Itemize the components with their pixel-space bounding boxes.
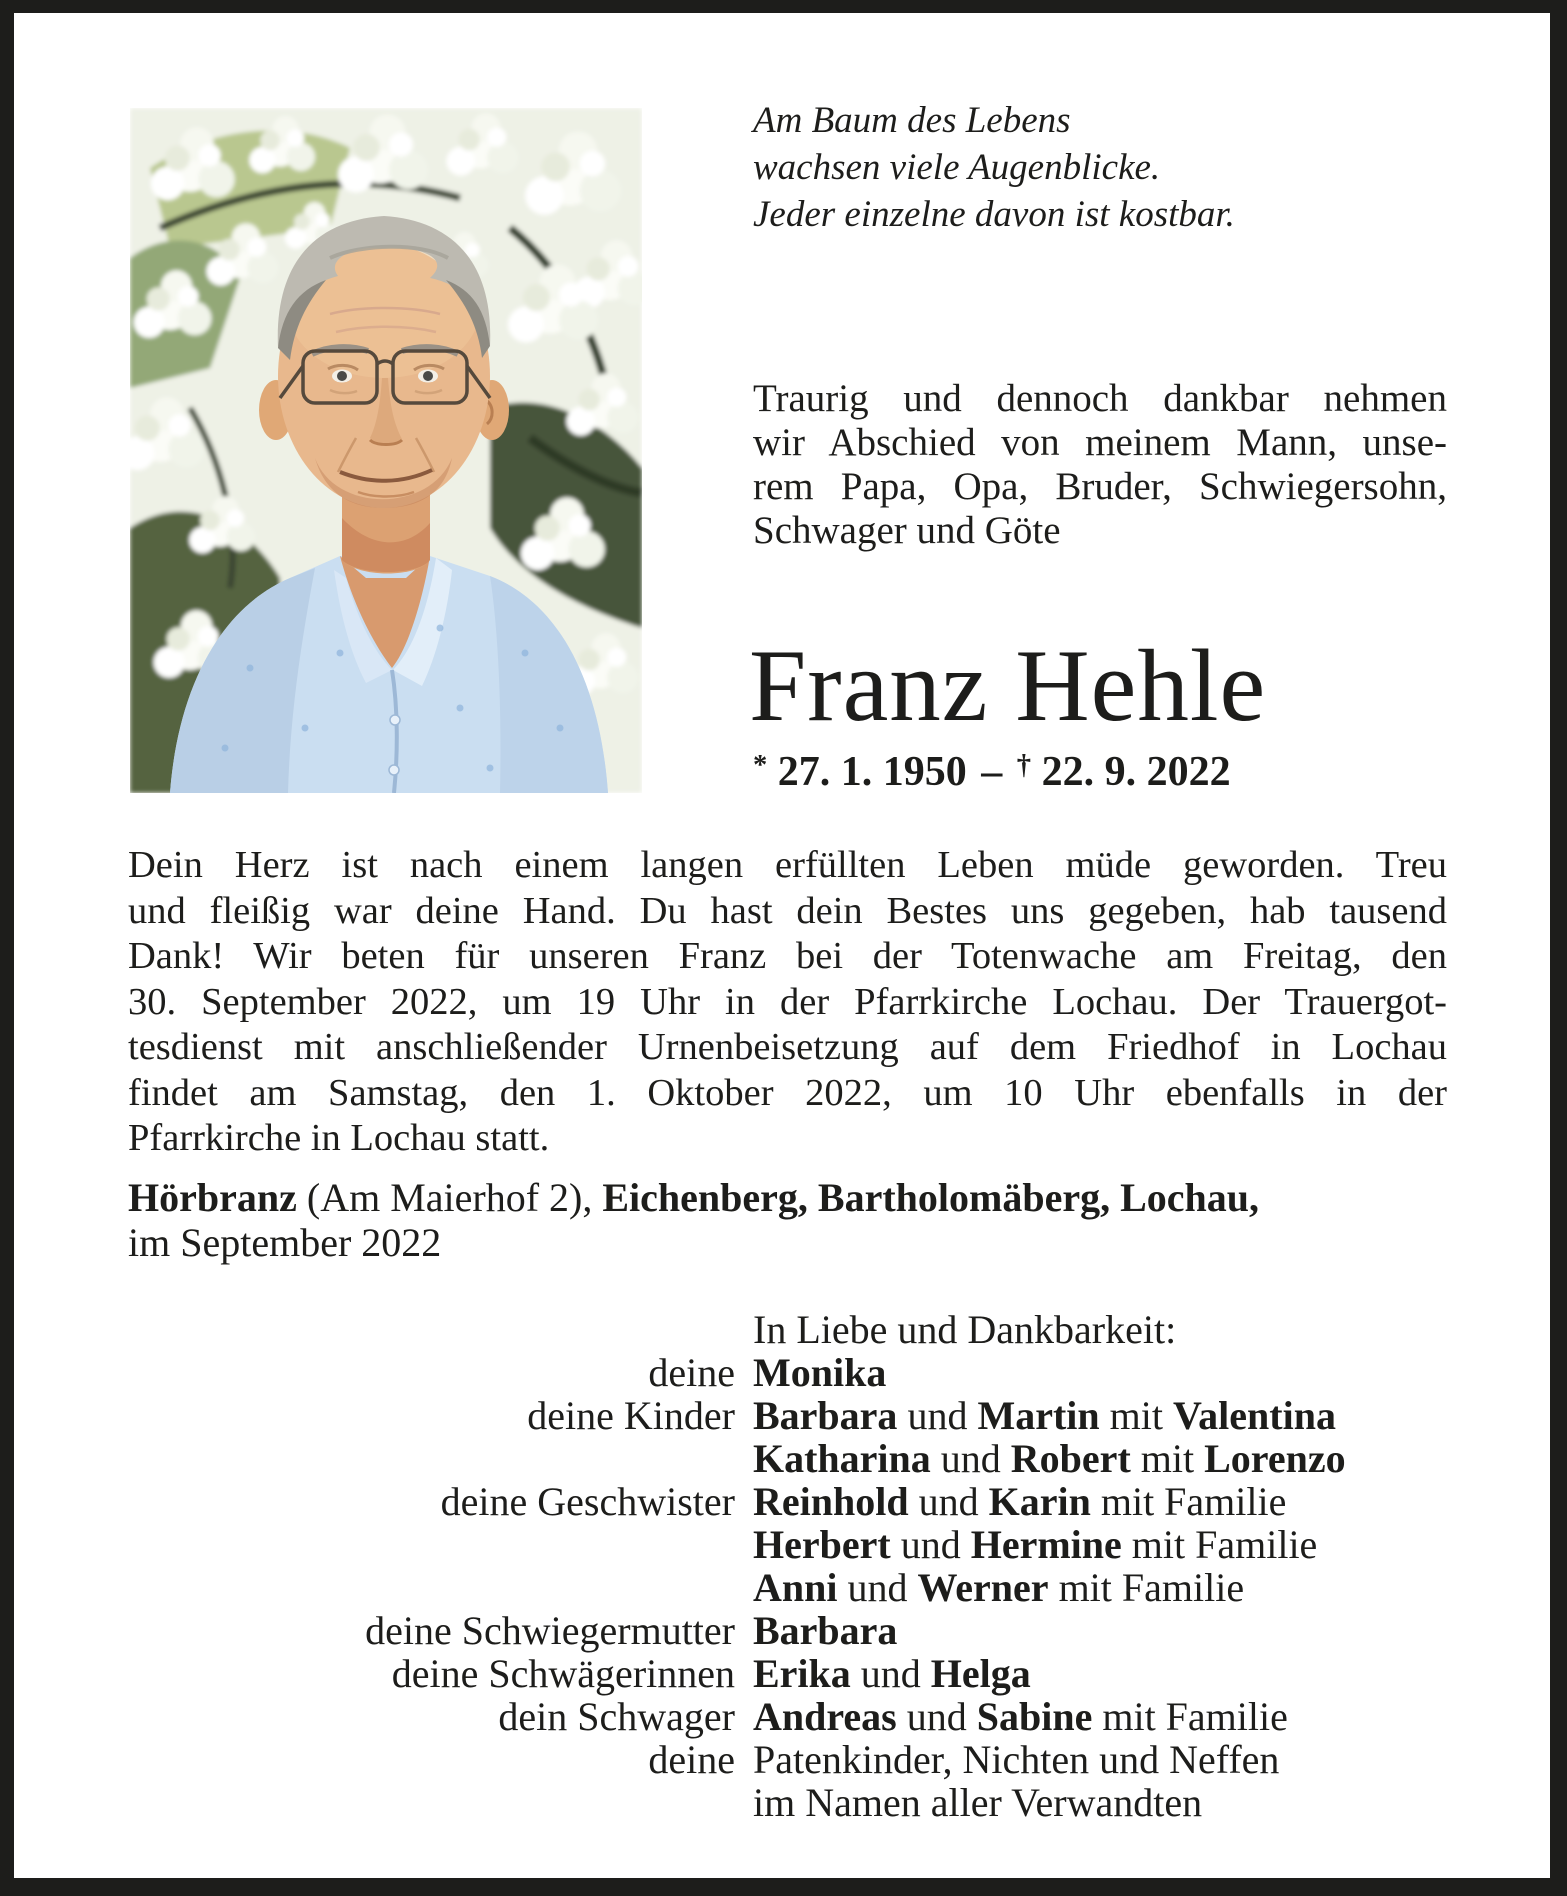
family-names bbox=[753, 1738, 1279, 1781]
family-row bbox=[128, 1738, 1447, 1781]
family-member-name: Barbara bbox=[753, 1393, 898, 1438]
family-relation-label bbox=[128, 1523, 745, 1566]
family-connector-text: Patenkinder, Nichten und Neffen bbox=[753, 1737, 1280, 1782]
family-relation-label bbox=[128, 1566, 745, 1609]
epigraph-line: Am Baum des Lebens bbox=[753, 100, 1071, 141]
family-relation-label: deine bbox=[648, 1350, 745, 1395]
family-member-name: Reinhold bbox=[753, 1479, 909, 1524]
location-block bbox=[128, 1175, 1447, 1265]
family-member-name: Katharina bbox=[753, 1436, 931, 1481]
body-line: Pfarrkirche in Lochau statt. bbox=[128, 1117, 550, 1159]
family-relation-label: deine Schwiegermutter bbox=[365, 1608, 745, 1653]
portrait-illustration bbox=[130, 108, 642, 793]
family-relation-label: deine Geschwister bbox=[440, 1479, 745, 1524]
family-names bbox=[753, 1652, 1031, 1695]
body-line: 30. September 2022, um 19 Uhr in der Pfarrkirche Lochau. Der Trauergot- bbox=[128, 980, 1447, 1023]
epigraph-quote bbox=[753, 97, 1235, 238]
family-row bbox=[128, 1652, 1447, 1695]
family-connector-text: mit bbox=[1099, 1393, 1173, 1438]
family-names bbox=[753, 1394, 1336, 1437]
family-member-name: Herbert bbox=[753, 1522, 891, 1567]
location-towns-2: Eichenberg, Bartholomäberg, Lochau, bbox=[602, 1175, 1260, 1220]
family-connector-text: und bbox=[837, 1565, 918, 1610]
body-line: Dank! Wir beten für unseren Franz bei der Totenwache am Freitag, den bbox=[128, 935, 1447, 977]
family-connector-text: und bbox=[896, 1694, 977, 1739]
family-connector-text: mit Familie bbox=[1092, 1694, 1288, 1739]
birth-star-symbol: * bbox=[753, 750, 768, 782]
deceased-name: Franz Hehle bbox=[749, 629, 1267, 743]
family-names bbox=[753, 1566, 1244, 1609]
intro-line: Traurig und dennoch dankbar nehmen bbox=[753, 377, 1447, 420]
family-connector-text: und bbox=[908, 1479, 989, 1524]
family-names bbox=[753, 1437, 1346, 1480]
family-names bbox=[753, 1523, 1317, 1566]
body-paragraph bbox=[128, 843, 1447, 1162]
family-member-name: Barbara bbox=[753, 1608, 898, 1653]
date-separator: – bbox=[981, 749, 1003, 795]
family-relation-label bbox=[128, 1437, 745, 1480]
family-connector-text: und bbox=[930, 1436, 1011, 1481]
closing-line: In Liebe und Dankbarkeit: bbox=[753, 1307, 1177, 1352]
family-relation-label: deine bbox=[648, 1737, 745, 1782]
family-relation-label: deine Kinder bbox=[527, 1393, 745, 1438]
location-line-1 bbox=[128, 1175, 1447, 1220]
family-names bbox=[753, 1480, 1286, 1523]
family-member-name: Monika bbox=[753, 1350, 887, 1395]
family-member-name: Sabine bbox=[976, 1694, 1093, 1739]
family-member-name: Lorenzo bbox=[1204, 1436, 1346, 1481]
family-connector-text: mit bbox=[1130, 1436, 1205, 1481]
family-connector-text: und bbox=[850, 1651, 931, 1696]
family-relation-label: dein Schwager bbox=[498, 1694, 745, 1739]
family-row bbox=[128, 1480, 1447, 1523]
family-names bbox=[753, 1781, 1202, 1824]
birth-date: 27. 1. 1950 bbox=[777, 749, 967, 795]
epigraph-line: wachsen viele Augenblicke. bbox=[753, 147, 1161, 188]
family-relation-label: deine Schwägerinnen bbox=[391, 1651, 745, 1696]
location-line-2: im September 2022 bbox=[128, 1220, 442, 1265]
death-date: 22. 9. 2022 bbox=[1041, 749, 1231, 795]
family-row bbox=[128, 1351, 1447, 1394]
family-member-name: Valentina bbox=[1172, 1393, 1336, 1438]
family-row bbox=[128, 1695, 1447, 1738]
family-row bbox=[128, 1523, 1447, 1566]
body-line: findet am Samstag, den 1. Oktober 2022, um 10 Uhr ebenfalls in der bbox=[128, 1071, 1447, 1114]
family-names bbox=[753, 1695, 1288, 1738]
family-connector-text: mit Familie bbox=[1048, 1565, 1245, 1610]
intro-line: Schwager und Göte bbox=[753, 509, 1061, 552]
family-row bbox=[128, 1609, 1447, 1652]
family-connector-text: mit Familie bbox=[1090, 1479, 1287, 1524]
family-row bbox=[128, 1437, 1447, 1480]
epigraph-line: Jeder einzelne davon ist kostbar. bbox=[753, 194, 1235, 235]
family-member-name: Karin bbox=[988, 1479, 1091, 1524]
family-member-name: Helga bbox=[930, 1651, 1031, 1696]
body-line: tesdienst mit anschließender Urnenbeisetzung auf dem Friedhof in Lochau bbox=[128, 1026, 1447, 1068]
family-names bbox=[753, 1351, 886, 1394]
family-member-name: Andreas bbox=[753, 1694, 897, 1739]
body-line: und fleißig war deine Hand. Du hast dein Bestes uns gegeben, hab tausend bbox=[128, 889, 1447, 932]
family-row bbox=[128, 1781, 1447, 1824]
family-connector-text: mit Familie bbox=[1121, 1522, 1318, 1567]
portrait-photo bbox=[130, 108, 642, 793]
family-member-name: Hermine bbox=[970, 1522, 1122, 1567]
body-line: Dein Herz ist nach einem langen erfüllten Leben müde geworden. Treu bbox=[128, 844, 1447, 886]
family-member-name: Werner bbox=[917, 1565, 1049, 1610]
family-row bbox=[128, 1566, 1447, 1609]
family-member-name: Martin bbox=[977, 1393, 1100, 1438]
life-dates bbox=[753, 751, 1231, 793]
family-row bbox=[128, 1394, 1447, 1437]
intro-line: wir Abschied von meinem Mann, unse- bbox=[753, 421, 1447, 464]
family-connector-text: im Namen aller Verwandten bbox=[753, 1780, 1203, 1825]
family-connector-text: und bbox=[897, 1393, 978, 1438]
location-address: (Am Maierhof 2), bbox=[296, 1175, 603, 1220]
intro-line: rem Papa, Opa, Bruder, Schwiegersohn, bbox=[753, 465, 1447, 508]
family-member-name: Anni bbox=[753, 1565, 838, 1610]
family-relation-label bbox=[128, 1781, 745, 1824]
intro-paragraph bbox=[753, 377, 1447, 553]
family-connector-text: und bbox=[890, 1522, 971, 1567]
death-cross-symbol: † bbox=[1016, 750, 1032, 782]
family-names bbox=[753, 1609, 897, 1652]
family-member-name: Erika bbox=[753, 1651, 851, 1696]
location-town-1: Hörbranz bbox=[128, 1175, 297, 1220]
family-list bbox=[128, 1351, 1447, 1824]
family-member-name: Robert bbox=[1010, 1436, 1131, 1481]
